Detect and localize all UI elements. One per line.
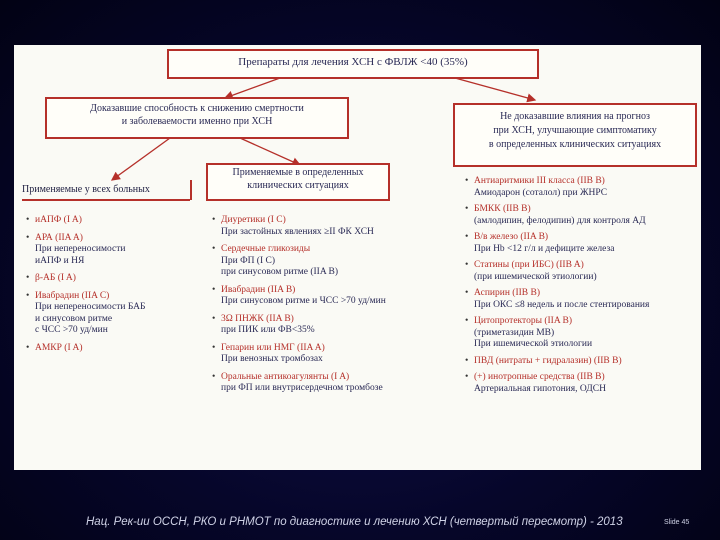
- item-detail: при ФП или внутрисердечном тромбозе: [221, 383, 383, 393]
- item-detail: и синусовом ритме: [35, 313, 113, 324]
- bullet-icon: •: [26, 232, 30, 243]
- item-title: Ивабрадин (IIA C): [35, 290, 110, 301]
- slide-number: Slide 45: [664, 519, 690, 526]
- footer-citation: Нац. Рек-ии ОССН, РКО и РНМОТ по диагностике и лечению ХСН (четвертый пересмотр) - 2013: [86, 516, 623, 528]
- bullet-icon: •: [465, 260, 469, 270]
- list-item: [465, 232, 700, 255]
- list-item: [465, 204, 700, 227]
- list-item: [26, 343, 196, 355]
- list-item: [212, 372, 447, 395]
- all-patients-list: [26, 215, 196, 360]
- bullet-icon: •: [465, 232, 469, 242]
- list-item: [465, 372, 700, 395]
- item-detail: при синусовом ритме (IIA B): [221, 267, 339, 277]
- list-item: [465, 176, 700, 199]
- bullet-icon: •: [26, 273, 30, 283]
- item-title: β-АБ (I A): [35, 273, 76, 283]
- item-detail: с ЧСС >70 уд/мин: [35, 325, 108, 335]
- list-item: [212, 244, 447, 279]
- all-patients-header: Применяемые у всех больных: [22, 184, 150, 195]
- item-detail: При застойных явлениях ≥II ФК ХСН: [221, 226, 374, 237]
- item-detail: При Hb <12 г/л и дефиците железа: [474, 243, 615, 254]
- item-title: АРА (IIA A): [35, 232, 83, 243]
- all-patients-divider: [190, 180, 192, 200]
- arrow-to-specific: [240, 138, 300, 165]
- item-detail: Амиодарон (соталол) при ЖНРС: [474, 187, 608, 198]
- arrow-to-unproven: [455, 78, 535, 100]
- item-detail: (триметазидин МВ): [474, 327, 555, 338]
- all-patients-underline: [22, 199, 190, 201]
- list-item: [465, 288, 700, 311]
- item-detail: (при ишемической этиологии): [474, 271, 597, 282]
- bullet-icon: •: [465, 355, 469, 366]
- item-detail: При ФП (I C): [221, 255, 276, 266]
- bullet-icon: •: [465, 288, 469, 298]
- unproven-list: [465, 176, 700, 400]
- specific-situations-list: [212, 215, 447, 401]
- bullet-icon: •: [212, 342, 216, 353]
- item-title: Ивабрадин (IIA B): [221, 284, 296, 295]
- item-title: Гепарин или НМГ (IIA A): [221, 342, 325, 353]
- item-detail: при ПИК или ФВ<35%: [221, 325, 315, 335]
- unproven-box-line2: при ХСН, улучшающие симптоматику: [493, 125, 657, 136]
- item-title: Диуретики (I C): [221, 215, 286, 225]
- list-item: [465, 316, 700, 351]
- item-detail: иАПФ и НЯ: [35, 255, 85, 266]
- bullet-icon: •: [465, 176, 469, 186]
- item-title: ПВД (нитраты + гидралазин) (IIB B): [474, 355, 622, 366]
- item-title: (+) инотропные средства (IIB B): [474, 372, 605, 382]
- item-detail: Артериальная гипотония, ОДСН: [474, 383, 606, 394]
- list-item: [212, 314, 447, 337]
- item-detail: При ОКС ≤8 недель и после стентирования: [474, 299, 650, 310]
- item-title: Антиаритмики III класса (IIB B): [474, 176, 605, 186]
- bullet-icon: •: [212, 371, 216, 382]
- item-detail: При синусовом ритме и ЧСС >70 уд/мин: [221, 296, 386, 306]
- unproven-box-line3: в определенных клинических ситуациях: [488, 139, 662, 150]
- proven-box-line2: и заболеваемости именно при ХСН: [121, 116, 273, 127]
- bullet-icon: •: [212, 215, 216, 225]
- bullet-icon: •: [212, 313, 216, 324]
- arrow-to-proven: [225, 78, 280, 98]
- specific-header-line1: Применяемые в определенных: [232, 167, 364, 178]
- list-item: [212, 343, 447, 366]
- arrow-to-all: [112, 138, 170, 180]
- bullet-icon: •: [212, 284, 216, 295]
- item-title: АМКР (I A): [35, 342, 83, 353]
- bullet-icon: •: [465, 316, 469, 326]
- item-title: Сердечные гликозиды: [221, 244, 311, 254]
- unproven-box-line1: Не доказавшие влияния на прогноз: [500, 111, 650, 122]
- list-item: [26, 233, 196, 268]
- item-title: БМКК (IIB B): [474, 204, 531, 214]
- specific-header-line2: клинических ситуациях: [247, 180, 349, 191]
- item-title: В/в железо (IIA B): [474, 232, 549, 242]
- list-item: [26, 273, 196, 285]
- item-title: иАПФ (I A): [35, 215, 82, 225]
- list-item: [465, 260, 700, 283]
- bullet-icon: •: [465, 372, 469, 382]
- item-title: Цитопротекторы (IIA B): [474, 316, 573, 326]
- item-detail: (амлодипин, фелодипин) для контроля АД: [474, 215, 646, 226]
- item-detail: При непереносимости: [35, 244, 126, 254]
- list-item: [26, 291, 196, 337]
- item-title: Статины (при ИБС) (IIB A): [474, 260, 584, 270]
- bullet-icon: •: [26, 215, 30, 225]
- slide-title: Препараты для лечения ХСН с ФВЛЖ <40 (35%): [238, 56, 468, 68]
- bullet-icon: •: [212, 244, 216, 254]
- list-item: [465, 356, 700, 368]
- list-item: [212, 215, 447, 238]
- item-detail: При венозных тромбозах: [221, 354, 323, 364]
- item-detail: При ишемической этиологии: [474, 339, 593, 349]
- proven-box-line1: Доказавшие способность к снижению смертности: [90, 103, 304, 114]
- list-item: [26, 215, 196, 227]
- list-item: [212, 285, 447, 308]
- bullet-icon: •: [465, 204, 469, 214]
- item-title: 3Ω ПНЖК (IIA B): [221, 313, 294, 324]
- bullet-icon: •: [26, 290, 30, 301]
- item-detail: При непереносимости БАБ: [35, 302, 146, 312]
- bullet-icon: •: [26, 342, 30, 353]
- item-title: Аспирин (IIB B): [474, 288, 541, 298]
- item-title: Оральные антикоагулянты (I A): [221, 371, 350, 382]
